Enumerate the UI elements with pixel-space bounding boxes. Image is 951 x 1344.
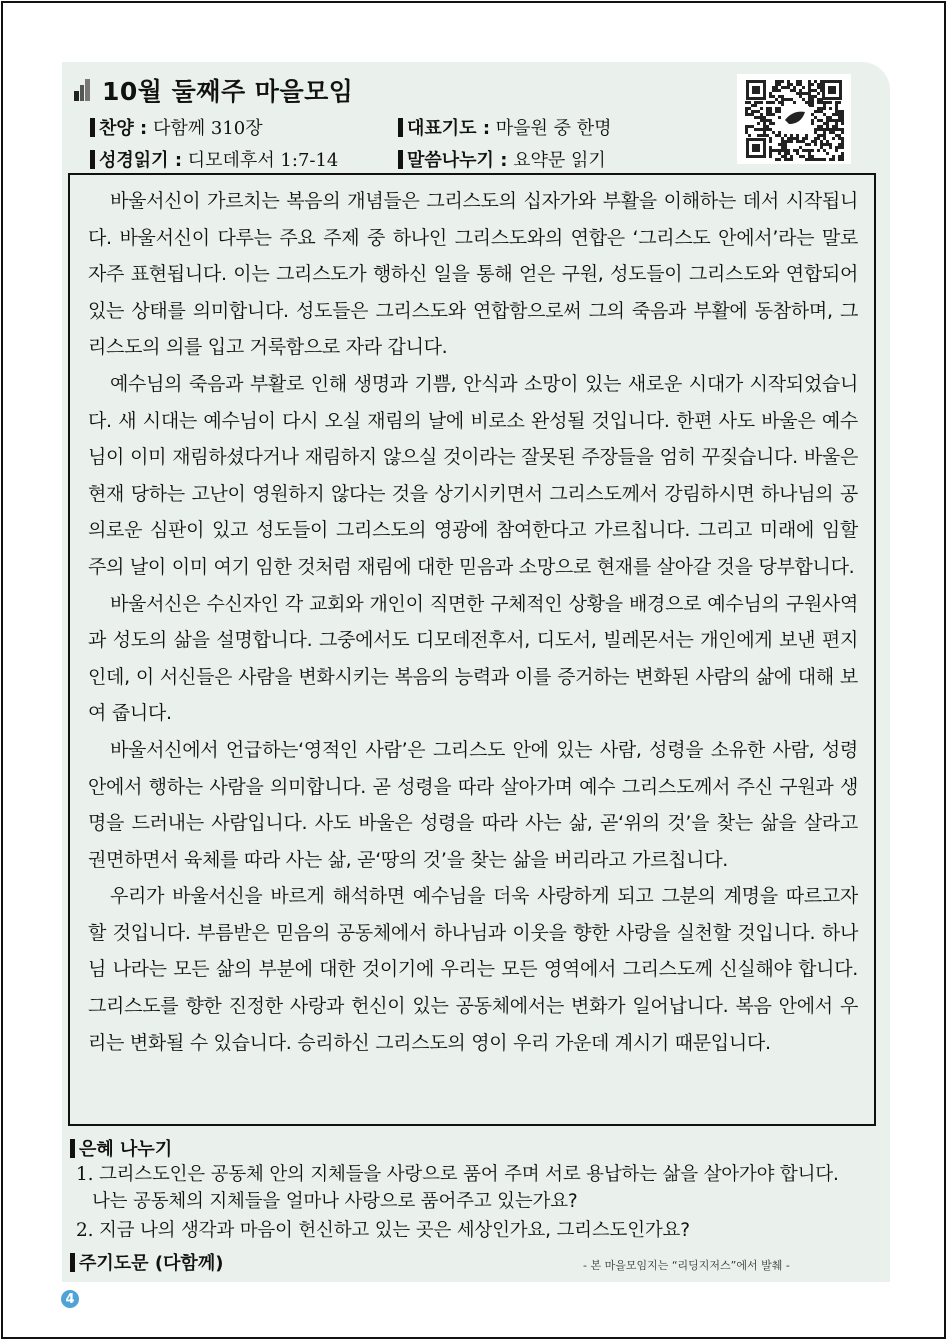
prayer-value: 마을원 중 한명 (495, 118, 612, 139)
hymn-value: 다함께 310장 (152, 118, 263, 139)
page-title: 10월 둘째주 마을모임 (102, 77, 354, 106)
meta-prayer (398, 114, 612, 140)
qr-code-icon[interactable] (737, 74, 851, 164)
hymn-label: 찬양 : (99, 118, 148, 139)
page-number: 4 (61, 1290, 79, 1308)
sharing-value: 요약문 읽기 (513, 150, 606, 171)
summary-paragraph: 바울서신이 가르치는 복음의 개념들은 그리스도의 십자가와 부활을 이해하는 데서 시작됩니다. 바울서신이 다루는 주요 주제 중 하나인 그리스도와의 연합은 ‘그리스도 안에서’라는 말로 자주 표현됩니다. 이는 그리스도가 행하신 일을 통해 얻은 구원, 성도들이 그리스도와 연합되어 있는 상태를 의미합니다. 성도들은 그리스도와 연합함으로써 그의 죽음과 부활에 동참하며, 그리스도의 의를 입고 거룩함으로 자라 갑니다. (88, 190, 858, 359)
section-marker (90, 150, 95, 169)
section-marker (70, 1253, 75, 1272)
section-marker (398, 150, 403, 169)
question-item (76, 1217, 888, 1244)
lords-prayer-heading (70, 1249, 223, 1275)
summary-paragraph: 우리가 바울서신을 바르게 해석하면 예수님을 더욱 사랑하게 되고 그분의 계명을 따르고자 할 것입니다. 부름받은 믿음의 공동체에서 하나님과 이웃을 향한 사랑을 실천할 것입니다. 하나님 나라는 모든 삶의 부분에 대한 것이기에 우리는 모든 영역에서 그리스도께 신실해야 합니다. 그리스도를 향한 진정한 사랑과 헌신이 있는 공동체에서는 변화가 일어납니다. 복음 안에서 우리는 변화될 수 있습니다. 승리하신 그리스도의 영이 우리 가운데 계시기 때문입니다. (88, 885, 858, 1054)
question-number: 1. (76, 1164, 94, 1185)
section-marker (398, 118, 403, 137)
meta-scripture (90, 146, 338, 172)
meta-sharing (398, 146, 606, 172)
summary-paragraph: 예수님의 죽음과 부활로 인해 생명과 기쁨, 안식과 소망이 있는 새로운 시대가 시작되었습니다. 새 시대는 예수님이 다시 오실 재림의 날에 비로소 완성될 것입니다. 한편 사도 바울은 예수님이 이미 재림하셨다거나 재림하지 않으실 것이라는 잘못된 주장들을 엄히 꾸짖습니다. 바울은 현재 당하는 고난이 영원하지 않다는 것을 상기시키면서 그리스도께서 강림하시면 하나님의 공의로운 심판이 있고 성도들이 그리스도의 영광에 참여한다고 가르칩니다. 그리고 미래에 임할 주의 날이 이미 여기 임한 것처럼 재림에 대한 믿음과 소망으로 현재를 살아갈 것을 당부합니다. (88, 372, 858, 578)
section-marker (70, 1139, 75, 1158)
sharing-label: 말씀나누기 : (407, 150, 508, 171)
scripture-value: 디모데후서 1:7-14 (187, 150, 339, 171)
meta-hymn (90, 114, 263, 140)
question-number: 2. (76, 1220, 94, 1241)
question-item (76, 1161, 888, 1215)
summary-paragraph: 바울서신은 수신자인 각 교회와 개인이 직면한 구체적인 상황을 배경으로 예수님의 구원사역과 성도의 삶을 설명합니다. 그중에서도 디모데전후서, 디도서, 빌레몬서는 개인에게 보낸 편지인데, 이 서신들은 사람을 변화시키는 복음의 능력과 이를 증거하는 변화된 사람의 삶에 대해 보여 줍니다. (88, 592, 858, 725)
grace-sharing-heading (70, 1135, 172, 1161)
question-text: 지금 나의 생각과 마음이 헌신하고 있는 곳은 세상인가요, 그리스도인가요? (98, 1220, 690, 1241)
header (74, 72, 353, 108)
question-text: 그리스도인은 공동체 안의 지체들을 사랑으로 품어 주며 서로 용납하는 삶을 살아가야 합니다. (98, 1164, 839, 1185)
summary-box (68, 173, 876, 1126)
section-marker (90, 118, 95, 137)
summary-paragraph: 바울서신에서 언급하는‘영적인 사람’은 그리스도 안에 있는 사람, 성령을 소유한 사람, 성령 안에서 행하는 사람을 의미합니다. 곧 성령을 따라 살아가며 예수 그리스도께서 주신 구원과 생명을 드러내는 사람입니다. 사도 바울은 성령을 따라 사는 삶, 곧‘위의 것’을 찾는 삶을 살라고 권면하면서 육체를 따라 사는 삶, 곧‘땅의 것’을 찾는 삶을 버리라고 가르칩니다. (88, 738, 858, 871)
prayer-label: 대표기도 : (407, 118, 491, 139)
grace-sharing-title: 은혜 나누기 (79, 1139, 173, 1160)
scripture-label: 성경읽기 : (99, 150, 183, 171)
source-footnote: - 본 마을모임지는 “리딩지저스”에서 발췌 - (583, 1259, 790, 1272)
bar-chart-icon (74, 79, 90, 101)
lords-prayer-title: 주기도문 (다함께) (79, 1253, 224, 1274)
question-text-cont: 나는 공동체의 지체들을 얼마나 사랑으로 품어주고 있는가요? (92, 1191, 578, 1212)
